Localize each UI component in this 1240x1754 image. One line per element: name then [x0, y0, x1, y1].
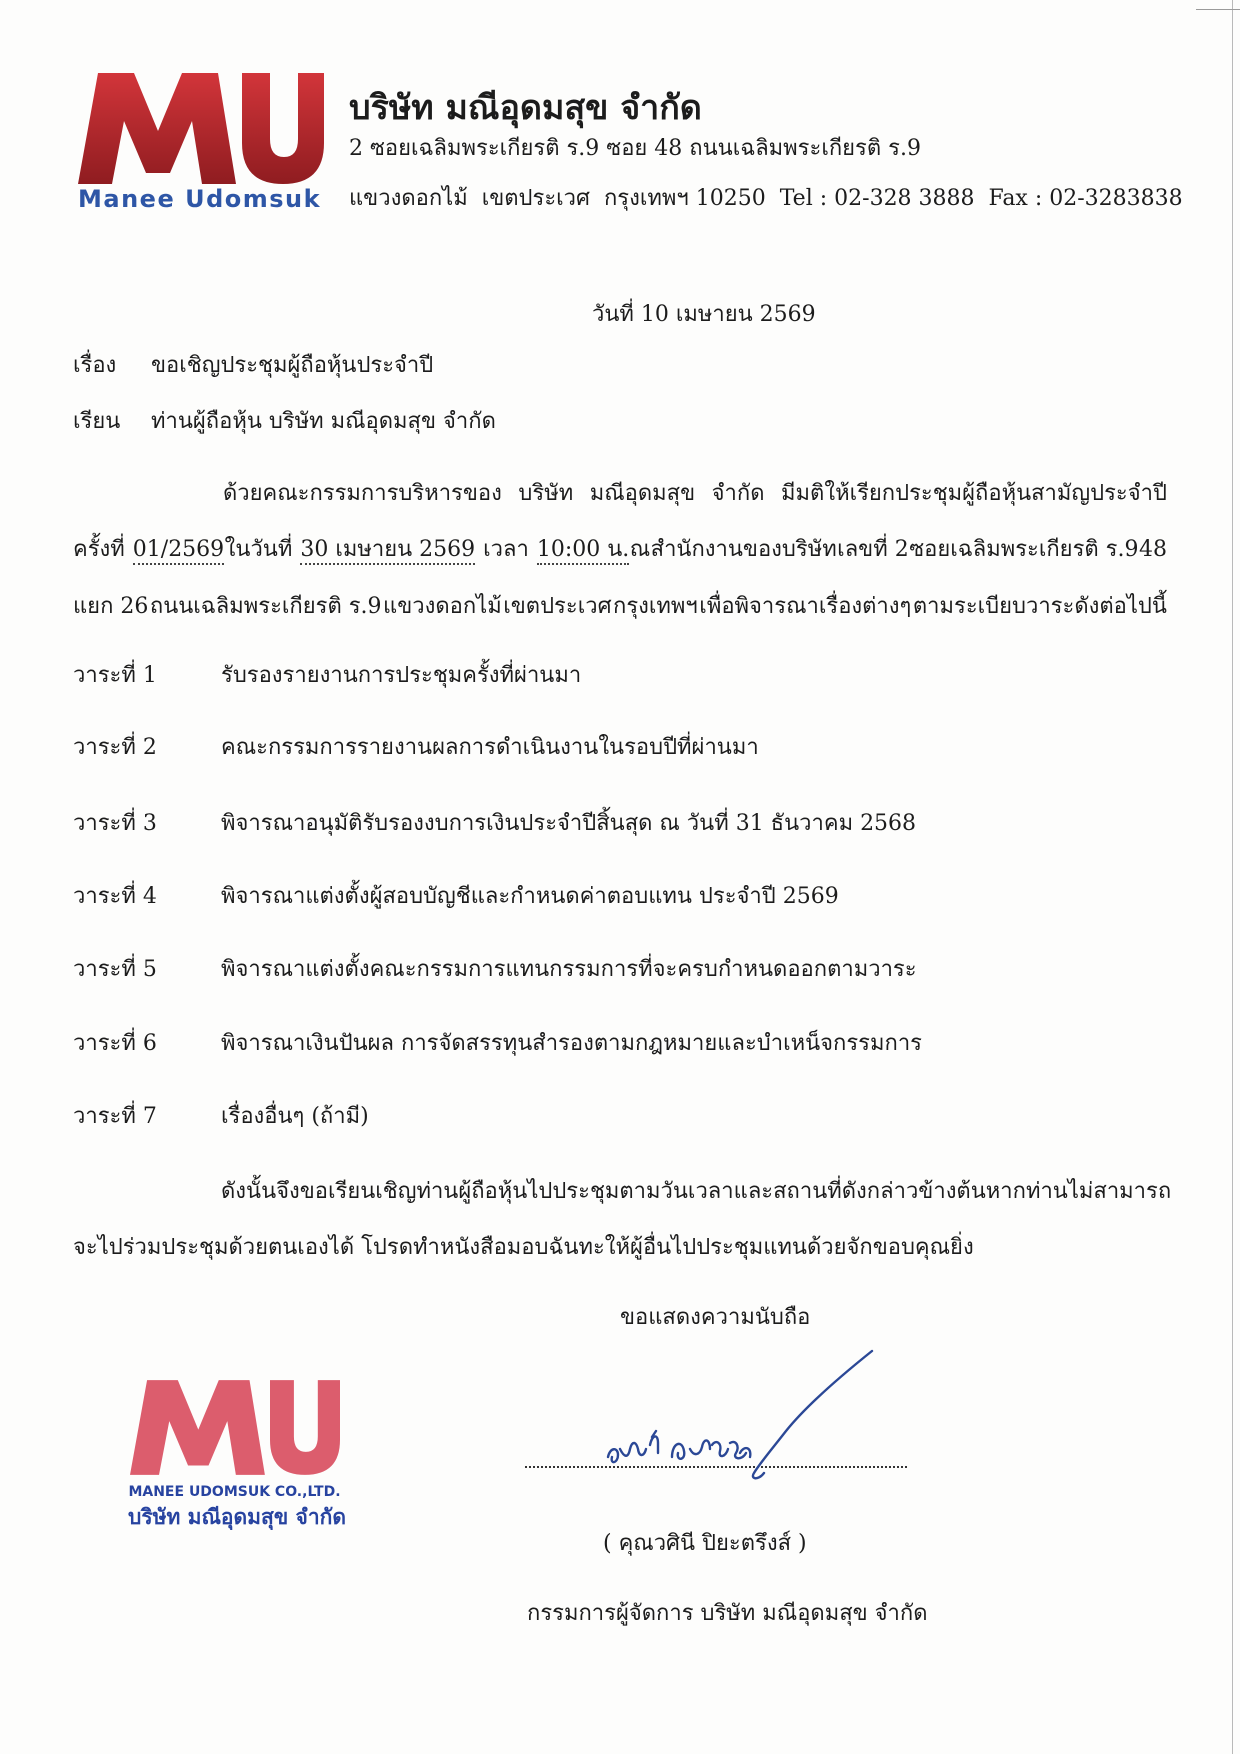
agenda-text-2: คณะกรรมการรายงานผลการดำเนินงานในรอบปีที่ผ่านมา	[221, 735, 759, 760]
intro-segment: ตามระเบียบวาระดังต่อไปนี้	[912, 594, 1167, 619]
subject-text: ขอเชิญประชุมผู้ถือหุ้นประจำปี	[151, 353, 434, 378]
agenda-label-5: วาระที่ 5	[73, 957, 157, 982]
intro-segment: เขตประเวศ	[503, 594, 612, 619]
stamp-letter-u	[270, 1380, 340, 1475]
fax: Fax : 02-3283838	[988, 186, 1183, 211]
agenda-text-4: พิจารณาแต่งตั้งผู้สอบบัญชีและกำหนดค่าตอบแทน ประจำปี 2569	[221, 884, 839, 909]
logo-letter-u	[242, 73, 324, 184]
intro-segment: จำกัด	[711, 481, 765, 506]
intro-segment: ถนนเฉลิมพระเกียรติ ร.9	[149, 594, 382, 619]
recipient-text: ท่านผู้ถือหุ้น บริษัท มณีอุดมสุข จำกัด	[151, 409, 496, 434]
meeting-number-group	[73, 535, 224, 565]
company-stamp-logo-icon	[130, 1380, 340, 1475]
logo-caption: Manee Udomsuk	[78, 185, 322, 213]
venue-name: สำนักงานของบริษัท	[650, 537, 837, 562]
scan-edge-right	[1232, 0, 1233, 1754]
closing-segment: หากท่านไม่สามารถ	[985, 1179, 1172, 1204]
intro-segment: มณีอุดมสุข	[589, 481, 696, 506]
intro-line-2	[73, 535, 1167, 565]
telephone: Tel : 02-328 3888	[779, 186, 975, 211]
company-name: บริษัท มณีอุดมสุข จำกัด	[349, 88, 702, 128]
closing-line-2: จะไปร่วมประชุมด้วยตนเองได้ โปรดทำหนังสือมอบฉันทะให้ผู้อื่นไปประชุมแทนด้วยจักขอบคุณยิ่ง	[73, 1235, 974, 1260]
signatory-position: กรรมการผู้จัดการ บริษัท มณีอุดมสุข จำกัด	[527, 1601, 928, 1626]
agenda-label-4: วาระที่ 4	[73, 884, 157, 909]
recipient-label: เรียน	[73, 409, 121, 434]
signature-scrawl	[608, 1431, 750, 1462]
meeting-number-label: ครั้งที่	[73, 537, 125, 562]
meeting-number: 01/2569	[133, 537, 224, 565]
closing-line-1	[221, 1177, 1172, 1207]
venue-soi: ซอยเฉลิมพระเกียรติ ร.9	[909, 537, 1139, 562]
intro-segment: บริษัท	[518, 481, 574, 506]
intro-segment: มีมติให้เรียกประชุมผู้ถือหุ้นสามัญประจำปี	[781, 481, 1167, 506]
venue-number: เลขที่ 2	[837, 537, 909, 562]
meeting-date: 30 เมษายน 2569	[300, 537, 475, 565]
stamp-name-english: MANEE UDOMSUK CO.,LTD.	[128, 1484, 341, 1500]
company-logo-icon	[78, 73, 324, 184]
intro-segment: เพื่อพิจารณาเรื่องต่างๆ	[699, 594, 912, 619]
stamp-name-thai: บริษัท มณีอุดมสุข จำกัด	[128, 1504, 346, 1529]
intro-segment: แขวงดอกไม้	[383, 594, 502, 619]
agenda-text-5: พิจารณาแต่งตั้งคณะกรรมการแทนกรรมการที่จะครบกำหนดออกตามวาระ	[221, 957, 917, 982]
stamp-letter-m	[130, 1380, 265, 1475]
intro-line-1	[223, 479, 1167, 509]
venue-at: ณ	[629, 537, 651, 562]
intro-line-3	[73, 592, 1167, 622]
closing-segment: ดังนั้น	[221, 1179, 277, 1204]
intro-segment: กรุงเทพฯ	[613, 594, 698, 619]
agenda-text-3: พิจารณาอนุมัติรับรองงบการเงินประจำปีสิ้นสุด ณ วันที่ 31 ธันวาคม 2568	[221, 811, 917, 836]
address-line-1: 2 ซอยเฉลิมพระเกียรติ ร.9 ซอย 48 ถนนเฉลิมพระเกียรติ ร.9	[349, 136, 921, 161]
agenda-label-1: วาระที่ 1	[73, 663, 157, 688]
agenda-label-3: วาระที่ 3	[73, 811, 157, 836]
intro-segment: ด้วยคณะกรรมการบริหารของ	[223, 481, 502, 506]
subject-label: เรื่อง	[73, 353, 117, 378]
meeting-datetime-group	[225, 535, 630, 565]
logo-letter-m	[78, 73, 236, 184]
agenda-text-7: เรื่องอื่นๆ (ถ้ามี)	[221, 1104, 369, 1129]
closing-segment: จึงขอเรียนเชิญท่านผู้ถือหุ้นไปประชุมตามวัน	[276, 1179, 688, 1204]
regards: ขอแสดงความนับถือ	[620, 1305, 811, 1330]
address-province: กรุงเทพฯ 10250	[603, 186, 766, 211]
agenda-text-1: รับรองรายงานการประชุมครั้งที่ผ่านมา	[221, 663, 582, 688]
agenda-label-2: วาระที่ 2	[73, 735, 157, 760]
closing-segment: และสถานที่ดังกล่าวข้างต้น	[733, 1179, 986, 1204]
address-district: เขตประเวศ	[481, 186, 590, 211]
agenda-text-6: พิจารณาเงินปันผล การจัดสรรทุนสำรองตามกฎหมายและบำเหน็จกรรมการ	[221, 1031, 922, 1056]
letter-date: วันที่ 10 เมษายน 2569	[592, 302, 816, 327]
agenda-label-6: วาระที่ 6	[73, 1031, 157, 1056]
meeting-date-label: ในวันที่	[224, 537, 293, 562]
agenda-label-7: วาระที่ 7	[73, 1104, 157, 1129]
signature-flourish	[753, 1351, 872, 1478]
signatory-name: ( คุณวศินี ปิยะตรึงส์ )	[603, 1531, 807, 1556]
venue-soi-number: 48	[1138, 537, 1167, 562]
meeting-time: 10:00 น.	[537, 537, 629, 565]
intro-segment: แยก 26	[73, 594, 149, 619]
address-line-2	[349, 184, 1183, 214]
handwritten-signature-icon	[590, 1345, 890, 1485]
closing-segment: เวลา	[687, 1179, 734, 1204]
address-subdistrict: แขวงดอกไม้	[349, 186, 468, 211]
scan-edge-top	[1196, 9, 1240, 10]
meeting-time-label: เวลา	[483, 537, 529, 562]
